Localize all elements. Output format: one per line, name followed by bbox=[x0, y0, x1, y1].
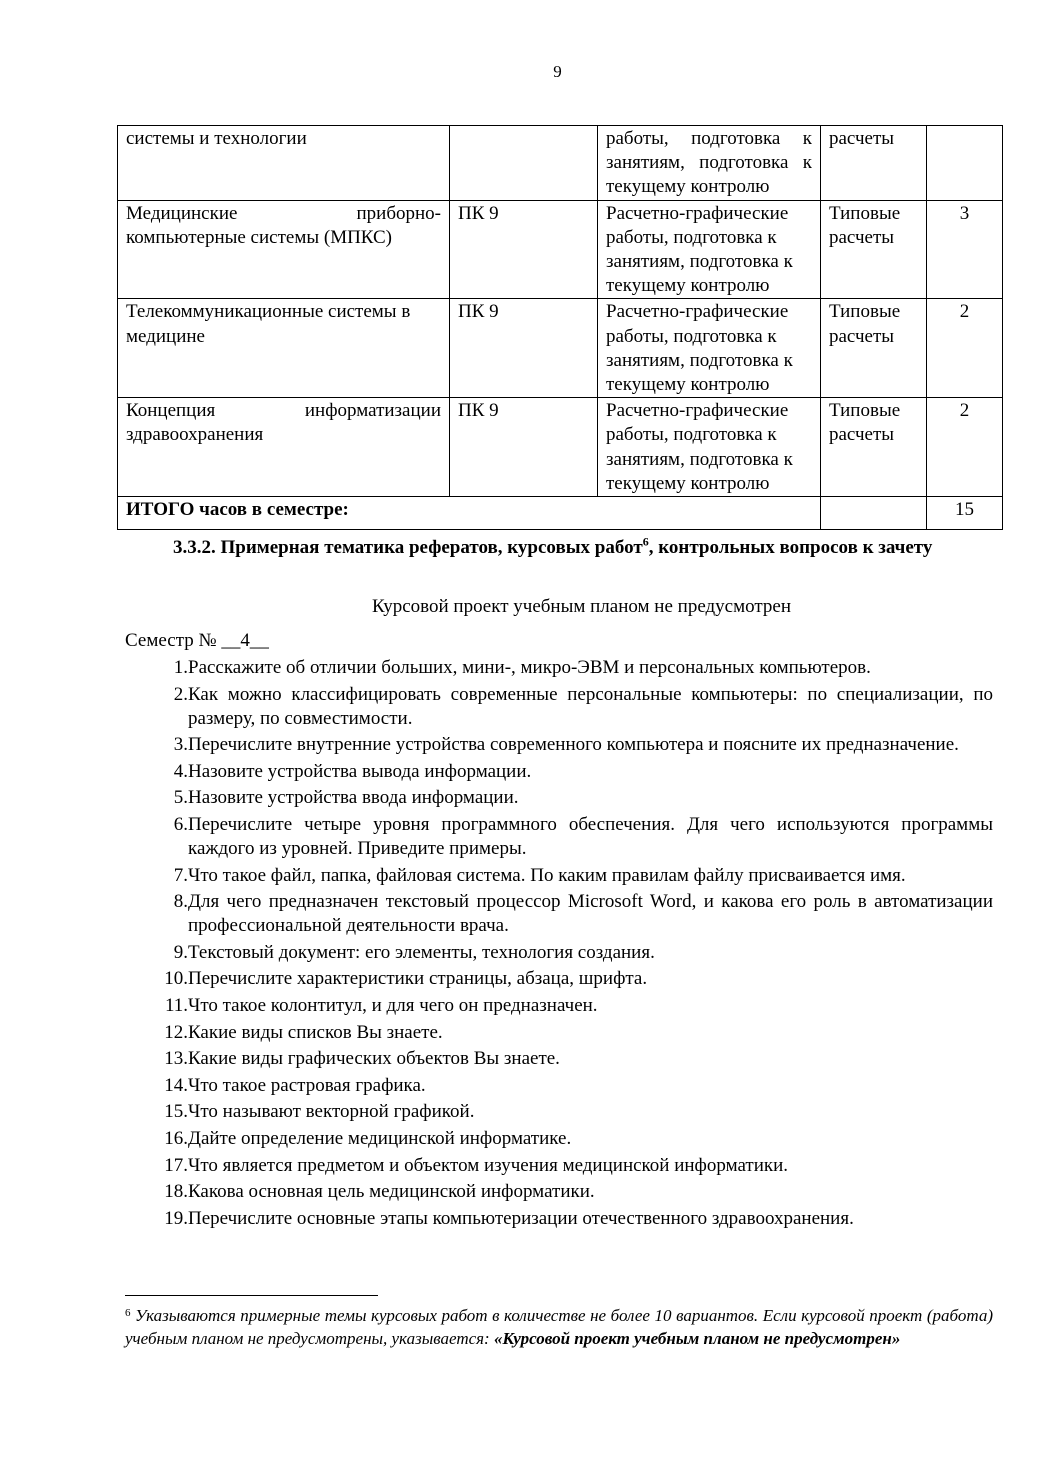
footnote-reference: 6 bbox=[642, 534, 649, 549]
question-number: 6. bbox=[173, 813, 188, 835]
competence-cell: ПК 9 bbox=[450, 299, 598, 398]
question-text: Что такое файл, папка, файловая система. По каким правилам файлу присваивается имя. bbox=[188, 864, 906, 886]
question-item bbox=[125, 1207, 993, 1231]
control-form-cell: расчеты bbox=[821, 126, 927, 201]
work-type-cell: Расчетно-графические работы, подготовка к занятиям, подготовка к текущему контролю bbox=[598, 299, 821, 398]
table-row bbox=[118, 126, 1003, 201]
question-item bbox=[125, 941, 993, 965]
hours-cell: 3 bbox=[927, 200, 1003, 299]
question-number: 2. bbox=[173, 683, 188, 705]
footnote-text: Указываются примерные темы курсовых работ в количестве не более 10 вариантов. Если курсовой проект (работа) учебным планом не предусмотрены, указывается: bbox=[125, 1306, 993, 1348]
question-text: Какие виды списков Вы знаете. bbox=[188, 1021, 443, 1043]
question-number: 4. bbox=[173, 760, 188, 782]
question-number: 13. bbox=[164, 1048, 188, 1070]
semester-label: Семестр № bbox=[125, 630, 222, 651]
question-item bbox=[125, 760, 993, 784]
question-number-cell bbox=[125, 1100, 188, 1124]
question-text: Перечислите внутренние устройства современного компьютера и поясните их предназначение. bbox=[188, 734, 959, 756]
question-text: Текстовый документ: его элементы, технология создания. bbox=[188, 941, 655, 963]
question-number-cell bbox=[125, 1047, 188, 1071]
question-number-cell bbox=[125, 760, 188, 784]
question-item bbox=[125, 1180, 993, 1204]
semester-number: __4__ bbox=[221, 630, 269, 651]
question-item bbox=[125, 786, 993, 810]
control-form-cell: Типовые расчеты bbox=[821, 398, 927, 497]
hours-cell bbox=[927, 126, 1003, 201]
question-item bbox=[125, 1154, 993, 1178]
question-text: Перечислите основные этапы компьютеризации отечественного здравоохранения. bbox=[188, 1207, 854, 1229]
work-type-cell: Расчетно-графические работы, подготовка к занятиям, подготовка к текущему контролю bbox=[598, 200, 821, 299]
question-number: 5. bbox=[173, 787, 188, 809]
question-text: Дайте определение медицинской информатике. bbox=[188, 1127, 572, 1149]
question-number-cell bbox=[125, 1207, 188, 1231]
question-number: 3. bbox=[173, 734, 188, 756]
question-number-cell bbox=[125, 786, 188, 810]
question-text: Перечислите четыре уровня программного обеспечения. Для чего используются программы каждого из уровней. Приведите примеры. bbox=[188, 813, 993, 859]
question-item bbox=[125, 1100, 993, 1124]
competence-cell: ПК 9 bbox=[450, 200, 598, 299]
independent-work-table bbox=[117, 125, 1003, 530]
topic-cell: Медицинские приборно-компьютерные системы (МПКС) bbox=[118, 200, 450, 299]
question-number-cell bbox=[125, 1074, 188, 1098]
footnote-separator bbox=[125, 1295, 378, 1296]
semester-line bbox=[125, 630, 269, 652]
topic-cell: Концепция информатизации здравоохранения bbox=[118, 398, 450, 497]
footnote bbox=[125, 1305, 993, 1350]
page-number: 9 bbox=[553, 62, 562, 81]
question-number-cell bbox=[125, 941, 188, 965]
total-empty-cell bbox=[821, 497, 927, 530]
control-form-cell: Типовые расчеты bbox=[821, 200, 927, 299]
question-number: 11. bbox=[164, 994, 188, 1016]
question-number: 12. bbox=[164, 1021, 188, 1043]
question-number: 19. bbox=[164, 1207, 188, 1229]
question-text: Для чего предназначен текстовый процессор Microsoft Word, и какова его роль в автоматизации профессиональной деятельности врача. bbox=[188, 891, 993, 937]
control-form-cell: Типовые расчеты bbox=[821, 299, 927, 398]
section-heading bbox=[125, 536, 993, 560]
question-number-cell bbox=[125, 1127, 188, 1151]
question-item bbox=[125, 1127, 993, 1151]
total-hours: 15 bbox=[927, 497, 1003, 530]
work-type-cell: работы, подготовка к занятиям, подготовка к текущему контролю bbox=[598, 126, 821, 201]
question-item bbox=[125, 1074, 993, 1098]
topic-cell: системы и технологии bbox=[118, 126, 450, 201]
question-item bbox=[125, 733, 993, 757]
course-project-note: Курсовой проект учебным планом не предусмотрен bbox=[371, 596, 792, 617]
table-total-row bbox=[118, 497, 1003, 530]
question-number-cell bbox=[125, 864, 188, 888]
question-item bbox=[125, 813, 993, 861]
question-text: Что такое колонтитул, и для чего он предназначен. bbox=[188, 994, 598, 1016]
question-text: Какова основная цель медицинской информатики. bbox=[188, 1181, 595, 1203]
hours-cell: 2 bbox=[927, 299, 1003, 398]
question-number: 14. bbox=[164, 1074, 188, 1096]
question-number-cell bbox=[125, 683, 188, 731]
question-text: Назовите устройства ввода информации. bbox=[188, 787, 519, 809]
question-number: 16. bbox=[164, 1127, 188, 1149]
question-number: 17. bbox=[164, 1154, 188, 1176]
question-number-cell bbox=[125, 656, 188, 680]
footnote-marker: 6 bbox=[125, 1307, 131, 1319]
question-item bbox=[125, 656, 993, 680]
work-type-cell: Расчетно-графические работы, подготовка к занятиям, подготовка к текущему контролю bbox=[598, 398, 821, 497]
question-number-cell bbox=[125, 733, 188, 757]
question-number-cell bbox=[125, 890, 188, 938]
question-number: 10. bbox=[164, 968, 188, 990]
question-list bbox=[125, 656, 993, 1233]
question-text: Что является предметом и объектом изучения медицинской информатики. bbox=[188, 1154, 789, 1176]
table-row bbox=[118, 299, 1003, 398]
question-item bbox=[125, 890, 993, 938]
question-number-cell bbox=[125, 967, 188, 991]
question-text: Что называют векторной графикой. bbox=[188, 1101, 475, 1123]
section-heading-text: 3.3.2. Примерная тематика рефератов, курсовых работ bbox=[173, 537, 643, 558]
question-text: Расскажите об отличии больших, мини-, микро-ЭВМ и персональных компьютеров. bbox=[188, 657, 871, 678]
section-heading-tail: , контрольных вопросов к зачету bbox=[648, 537, 933, 558]
question-text: Что такое растровая графика. bbox=[188, 1074, 426, 1096]
competence-cell: ПК 9 bbox=[450, 398, 598, 497]
question-item bbox=[125, 967, 993, 991]
question-number: 18. bbox=[164, 1181, 188, 1203]
question-item bbox=[125, 683, 993, 731]
question-number: 1. bbox=[173, 657, 188, 678]
question-number: 7. bbox=[173, 864, 188, 886]
question-number-cell bbox=[125, 1021, 188, 1045]
table-row bbox=[118, 398, 1003, 497]
question-item bbox=[125, 1021, 993, 1045]
hours-cell: 2 bbox=[927, 398, 1003, 497]
footnote-emphasis: «Курсовой проект учебным планом не предусмотрен» bbox=[493, 1328, 901, 1348]
question-number: 8. bbox=[173, 891, 188, 913]
question-item bbox=[125, 994, 993, 1018]
question-text: Перечислите характеристики страницы, абзаца, шрифта. bbox=[188, 968, 648, 990]
question-text: Какие виды графических объектов Вы знаете. bbox=[188, 1048, 560, 1070]
question-number-cell bbox=[125, 813, 188, 861]
topic-cell: Телекоммуникационные системы в медицине bbox=[118, 299, 450, 398]
competence-cell bbox=[450, 126, 598, 201]
total-label: ИТОГО часов в семестре: bbox=[118, 497, 821, 530]
question-text: Назовите устройства вывода информации. bbox=[188, 760, 532, 782]
question-item bbox=[125, 1047, 993, 1071]
question-number: 15. bbox=[164, 1101, 188, 1123]
question-number: 9. bbox=[173, 941, 188, 963]
table-row bbox=[118, 200, 1003, 299]
question-number-cell bbox=[125, 1154, 188, 1178]
question-number-cell bbox=[125, 1180, 188, 1204]
question-text: Как можно классифицировать современные персональные компьютеры: по специализации, по размеру, по совместимости. bbox=[188, 683, 993, 729]
question-number-cell bbox=[125, 994, 188, 1018]
question-item bbox=[125, 864, 993, 888]
